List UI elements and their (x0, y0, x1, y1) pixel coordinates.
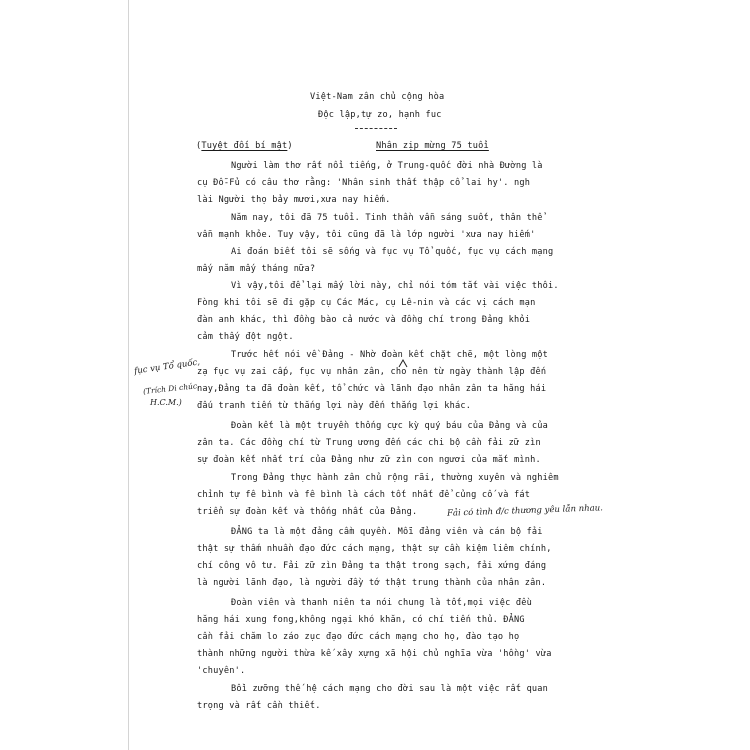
text-line: thật sự thấm nhuần đạo đức cách mạng, thật sự cần kiệm liêm chính, (197, 544, 552, 554)
text-line: triển sự đoàn kết và thống nhất của Đảng. (197, 507, 418, 517)
text-line: ĐẢNG ta là một đảng cầm quyền. Mỗi đảng viên và cán bộ fải (231, 527, 543, 537)
header-line-2: Độc lập,tự zo, hạnh fuc (318, 110, 442, 120)
text-line: Ai đoán biết tôi sẽ sống và fục vụ Tổ quốc, fục vụ cách mạng (231, 247, 554, 257)
text-line: cần fải chăm lo záo zục đạo đức cách mạng cho họ, đào tạo họ (197, 632, 520, 642)
text-line: cụ Đỗ-Fủ có câu thơ rằng: 'Nhân sinh thất thập cổ lai hy'. ngh (197, 178, 531, 188)
text-line: Trước hết nói về Đảng - Nhờ đoàn kết chặt chẽ, một lòng một (231, 350, 549, 360)
text-line: là người lãnh đạo, là người đầy tớ thật trung thành của nhân zân. (197, 578, 547, 588)
text-line: Bồi zưỡng thế hệ cách mạng cho đời sau là một việc rất quan (231, 684, 549, 694)
handwritten-margin-note-line-3: H.C.M.) (150, 398, 182, 407)
text-line: mấy năm mấy tháng nữa? (197, 264, 316, 274)
text-line: Vì vậy,tôi để lại mấy lời này, chỉ nói tóm tắt vài việc thôi. (231, 281, 559, 291)
text-line: Người làm thơ rất nổi tiếng, ở Trung-quốc đời nhà Đường là (231, 161, 543, 171)
text-line: lài Người thọ bảy mươi,xưa nay hiếm. (197, 195, 391, 205)
text-line: đấu tranh tiến từ thắng lợi này đến thắng lợi khác. (197, 401, 472, 411)
text-line: nay,Đảng ta đã đoàn kết, tổ chức và lãnh đạo nhân zân ta hăng hái (197, 384, 547, 394)
text-line: chỉnh tự fê bình và fê bình là cách tốt nhất để củng cố và fát (197, 490, 531, 500)
text-line: sự đoàn kết nhất trí của Đảng như zữ zìn con ngươi của mắt mình. (197, 455, 541, 465)
handwritten-inline-note: Fải có tình đ/c thương yêu lẫn nhau. (446, 503, 604, 519)
header-line-1: Việt-Nam zân chủ cộng hòa (310, 92, 445, 102)
handwritten-margin-note-line-1: fục vụ Tổ quốc, (133, 357, 201, 377)
text-line: Trong Đảng thực hành zân chủ rộng rãi, thường xuyên và nghiêm (231, 473, 559, 483)
document-title: Nhân zịp mừng 75 tuổi (376, 141, 489, 151)
text-line: 'chuyên'. (197, 666, 246, 676)
text-line: chí công vô tư. Fải zữ zìn Đảng ta thật trong sạch, fải xứng đáng (197, 561, 547, 571)
text-line: trọng và rất cần thiết. (197, 701, 321, 711)
text-line: zân ta. Các đồng chí từ Trung ương đến các chi bộ cần fải zữ zìn (197, 438, 541, 448)
text-line: Năm nay, tôi đã 75 tuổi. Tinh thần vẫn sáng suốt, thân thể (231, 213, 543, 223)
text-line: Fòng khi tôi sẽ đi gặp cụ Các Mác, cụ Lê-nin và các vị cách mạn (197, 298, 536, 308)
text-line: hăng hái xung fong,không ngại khó khăn, có chí tiến thủ. ĐẢNG (197, 615, 525, 625)
insertion-caret-mark (398, 358, 408, 368)
secret-label: (Tuyệt đối bí mật) (196, 141, 293, 151)
secret-label-text: Tuyệt đối bí mật (201, 141, 288, 151)
handwritten-margin-note-line-2: (Trích Di chúc, (142, 381, 200, 396)
text-line: vẫn mạnh khỏe. Tuy vậy, tôi cũng đã là lớp người 'xưa nay hiếm' (197, 230, 536, 240)
page-edge (128, 0, 129, 750)
header-rule (355, 128, 397, 129)
text-line: thành những người thừa kế xây xựng xã hội chủ nghĩa vừa 'hồng' vừa (197, 649, 552, 659)
text-line: đàn anh khác, thì đồng bào cả nước và đồng chí trong Đảng khỏi (197, 315, 531, 325)
text-line: cảm thấy đột ngột. (197, 332, 294, 342)
text-line: zạ fục vụ zai cấp, fục vụ nhân zân, cho nên từ ngày thành lập đến (197, 367, 547, 377)
text-line: Đoàn kết là một truyền thống cực kỳ quý báu của Đảng và của (231, 421, 549, 431)
text-line: Đoàn viên và thanh niên ta nói chung là tốt,mọi việc đều (231, 598, 532, 608)
